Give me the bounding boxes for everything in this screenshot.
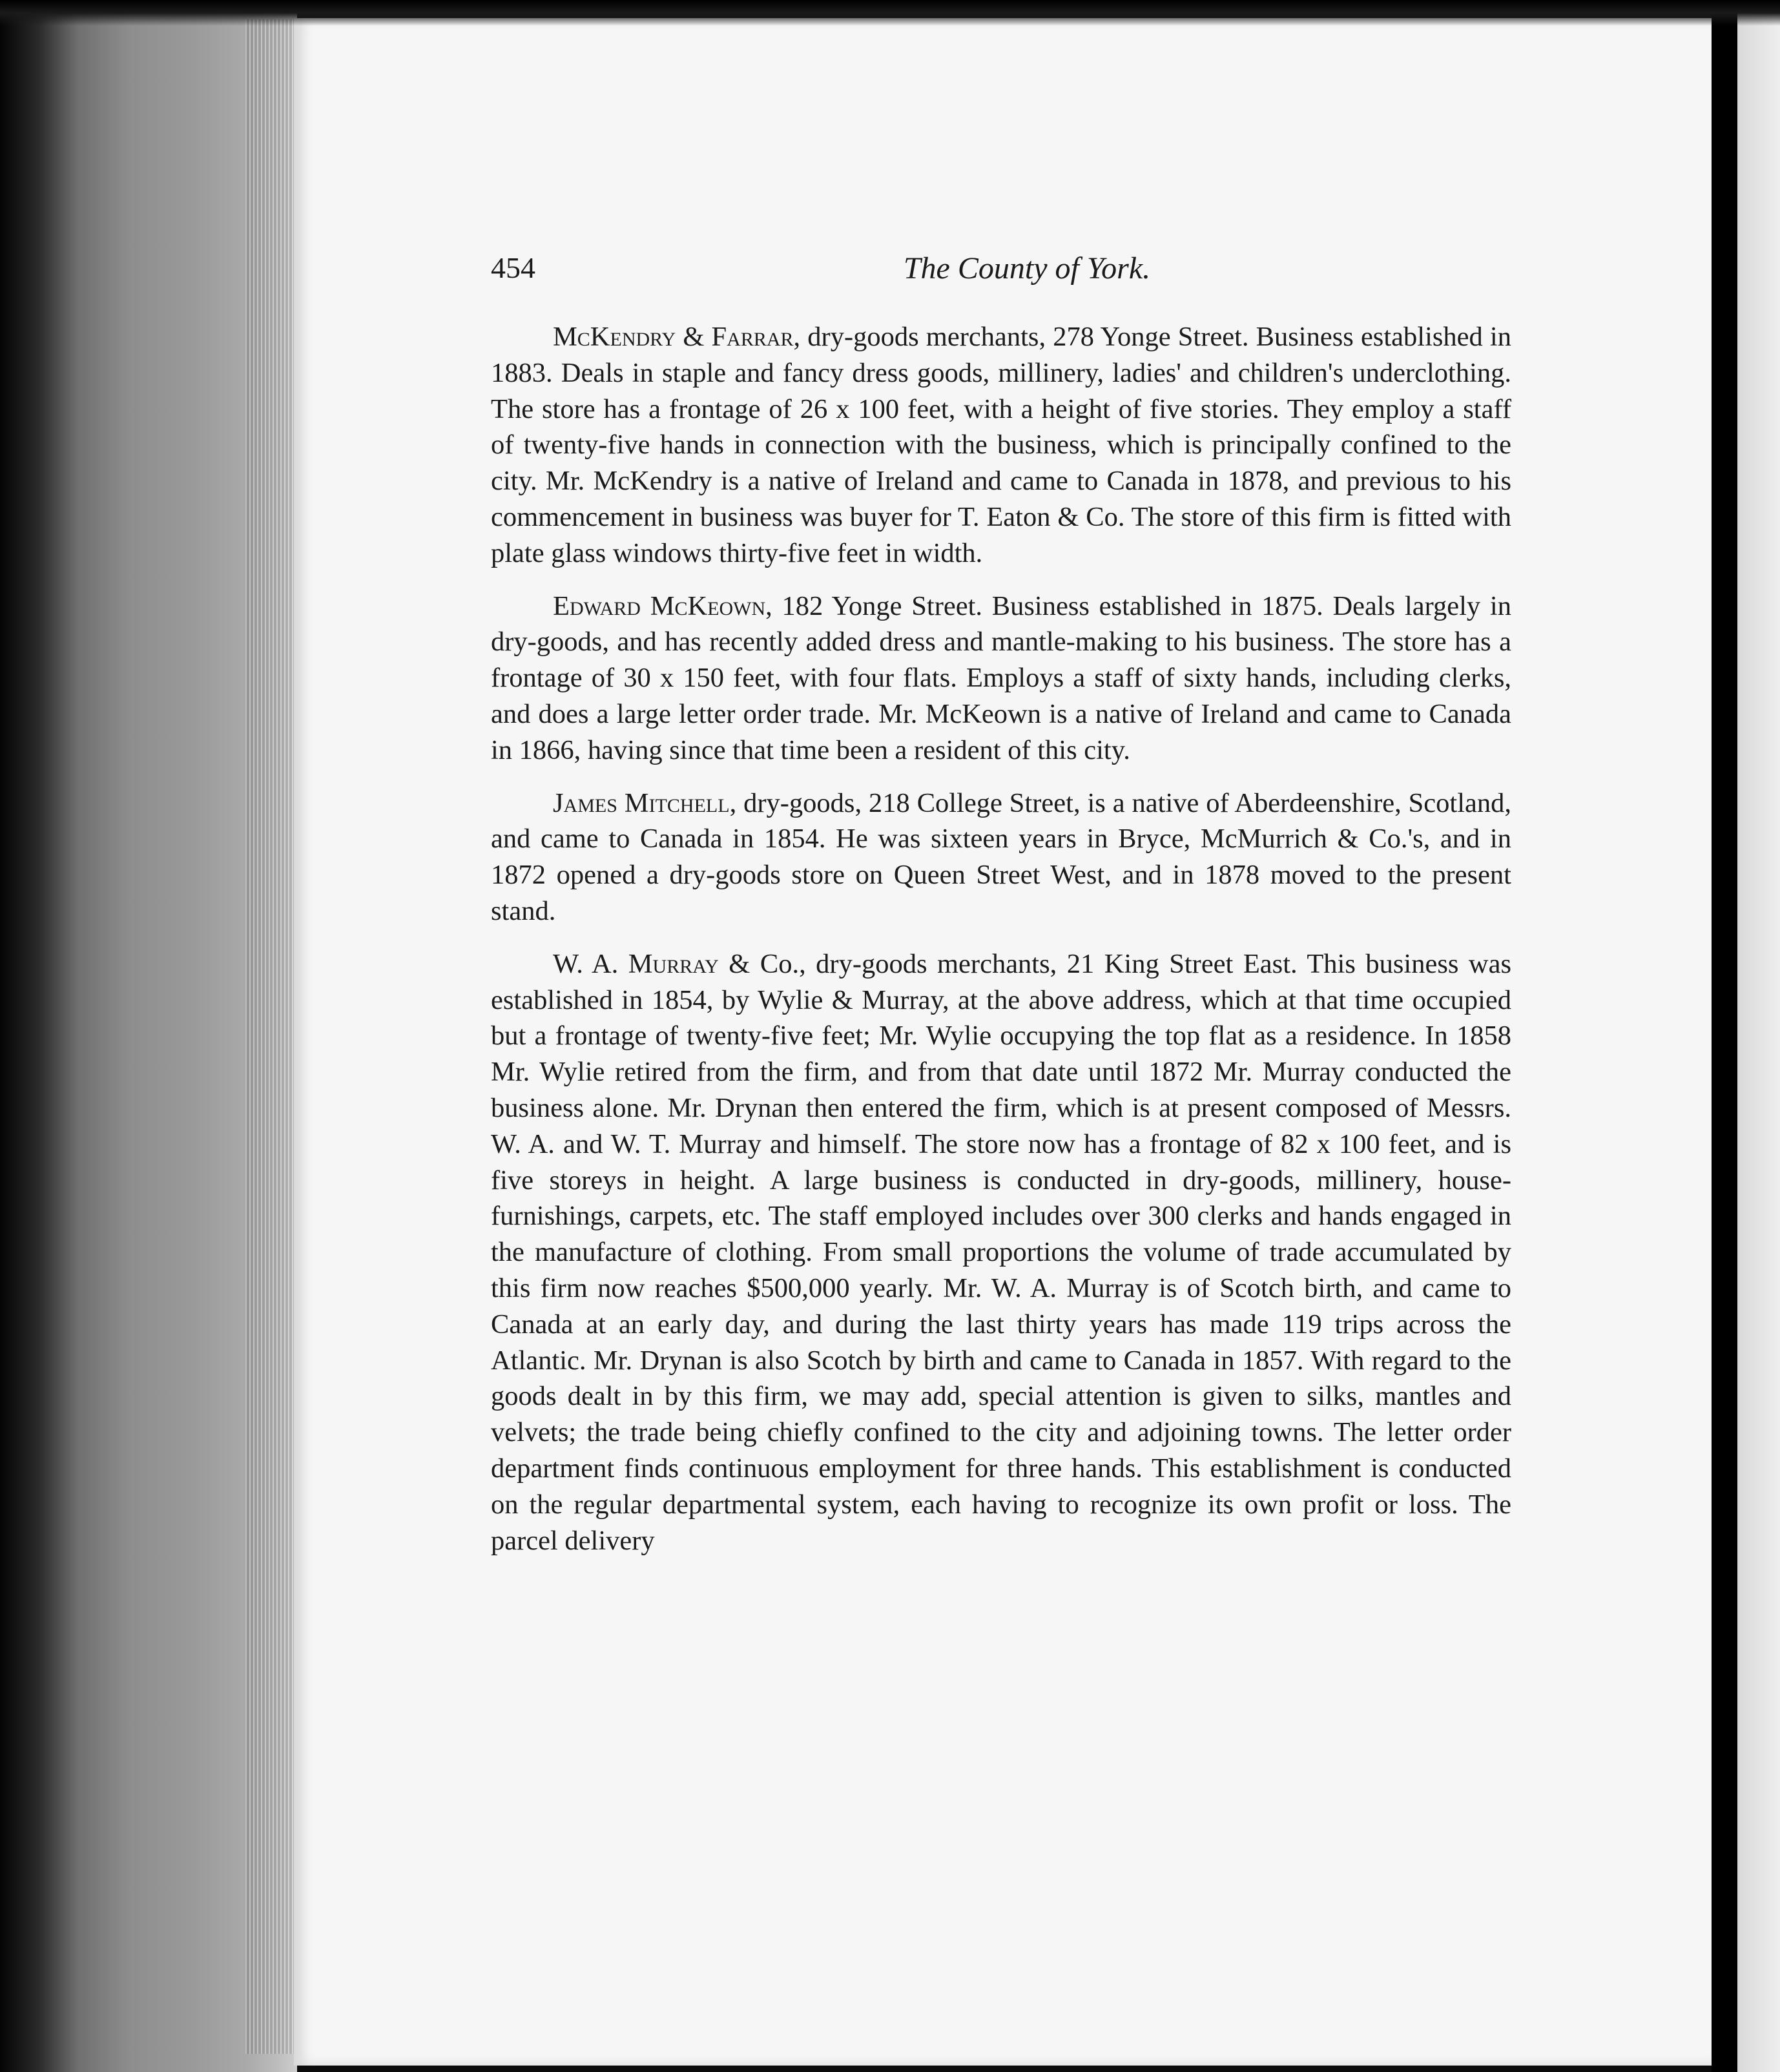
entry-name: McKendry & Farrar: [553, 322, 794, 352]
page-header: [491, 251, 1511, 296]
paragraph-wa-murray: [491, 946, 1511, 1559]
entry-text: , dry-goods merchants, 278 Yonge Street. Business established in 1883. Deals in staple and fancy dress goods, millinery, ladies' and children's underclothing. The store has a frontage of 26 x 100 feet, with a height of five stories. They employ a staff of twenty-five hands in connection with the business, which is principally confined to the city. Mr. McKendry is a native of Ireland and came to Canada in 1878, and previous to his commencement in business was buyer for T. Eaton & Co. The store of this firm is fitted with plate glass windows thirty-five feet in width.: [491, 322, 1511, 568]
entry-text: , dry-goods, 218 College Street, is a native of Aberdeenshire, Scotland, and came to Canada in 1854. He was sixteen years in Bryce, McMurrich & Co.'s, and in 1872 opened a dry-goods store on Queen Street West, and in 1878 moved to the present stand.: [491, 787, 1511, 926]
entry-name: Edward McKeown: [553, 590, 766, 621]
page-body: [491, 319, 1511, 1575]
entry-name: James Mitchell: [553, 787, 730, 818]
facing-page-edge: [1737, 0, 1780, 2072]
paragraph-james-mitchell: [491, 785, 1511, 929]
scan-top-shadow: [0, 0, 1780, 26]
paragraph-mckendry-farrar: [491, 319, 1511, 572]
running-title: The County of York.: [903, 251, 1151, 285]
entry-name: W. A. Murray: [553, 948, 719, 979]
entry-text: , 182 Yonge Street. Business established in 1875. Deals largely in dry-goods, and has recently added dress and mantle-making to his business. The store has a frontage of 30 x 150 feet, with four flats. Employs a staff of sixty hands, including clerks, and does a large letter order trade. Mr. McKeown is a native of Ireland and came to Canada in 1866, having since that time been a resident of this city.: [491, 590, 1511, 765]
paragraph-edward-mckeown: [491, 588, 1511, 769]
entry-text: & Co., dry-goods merchants, 21 King Street East. This business was established in 1854, by Wylie & Murray, at the above address, which at that time occupied but a frontage of twenty-five feet; Mr. Wylie occupying the top flat as a residence. In 1858 Mr. Wylie retired from the firm, and from that date until 1872 Mr. Murray conducted the business alone. Mr. Drynan then entered the firm, which is at present composed of Messrs. W. A. and W. T. Murray and himself. The store now has a frontage of 82 x 100 feet, and is five storeys in height. A large business is conducted in dry-goods, millinery, house-furnishings, carpets, etc. The staff employed includes over 300 clerks and hands engaged in the manufacture of clothing. From small proportions the volume of trade accumulated by this firm now reaches $500,000 yearly. Mr. W. A. Murray is of Scotch birth, and came to Canada at an early day, and during the last thirty years has made 119 trips across the Atlantic. Mr. Drynan is also Scotch by birth and came to Canada in 1857. With regard to the goods dealt in by this firm, we may add, special attention is given to silks, mantles and velvets; the trade being chiefly confined to the city and adjoining towns. The letter order department finds continuous employment for three hands. This establishment is conducted on the regular departmental system, each having to recognize its own profit or loss. The parcel delivery: [491, 948, 1511, 1556]
page-number: 454: [491, 251, 535, 284]
book-gutter: [1712, 0, 1737, 2072]
